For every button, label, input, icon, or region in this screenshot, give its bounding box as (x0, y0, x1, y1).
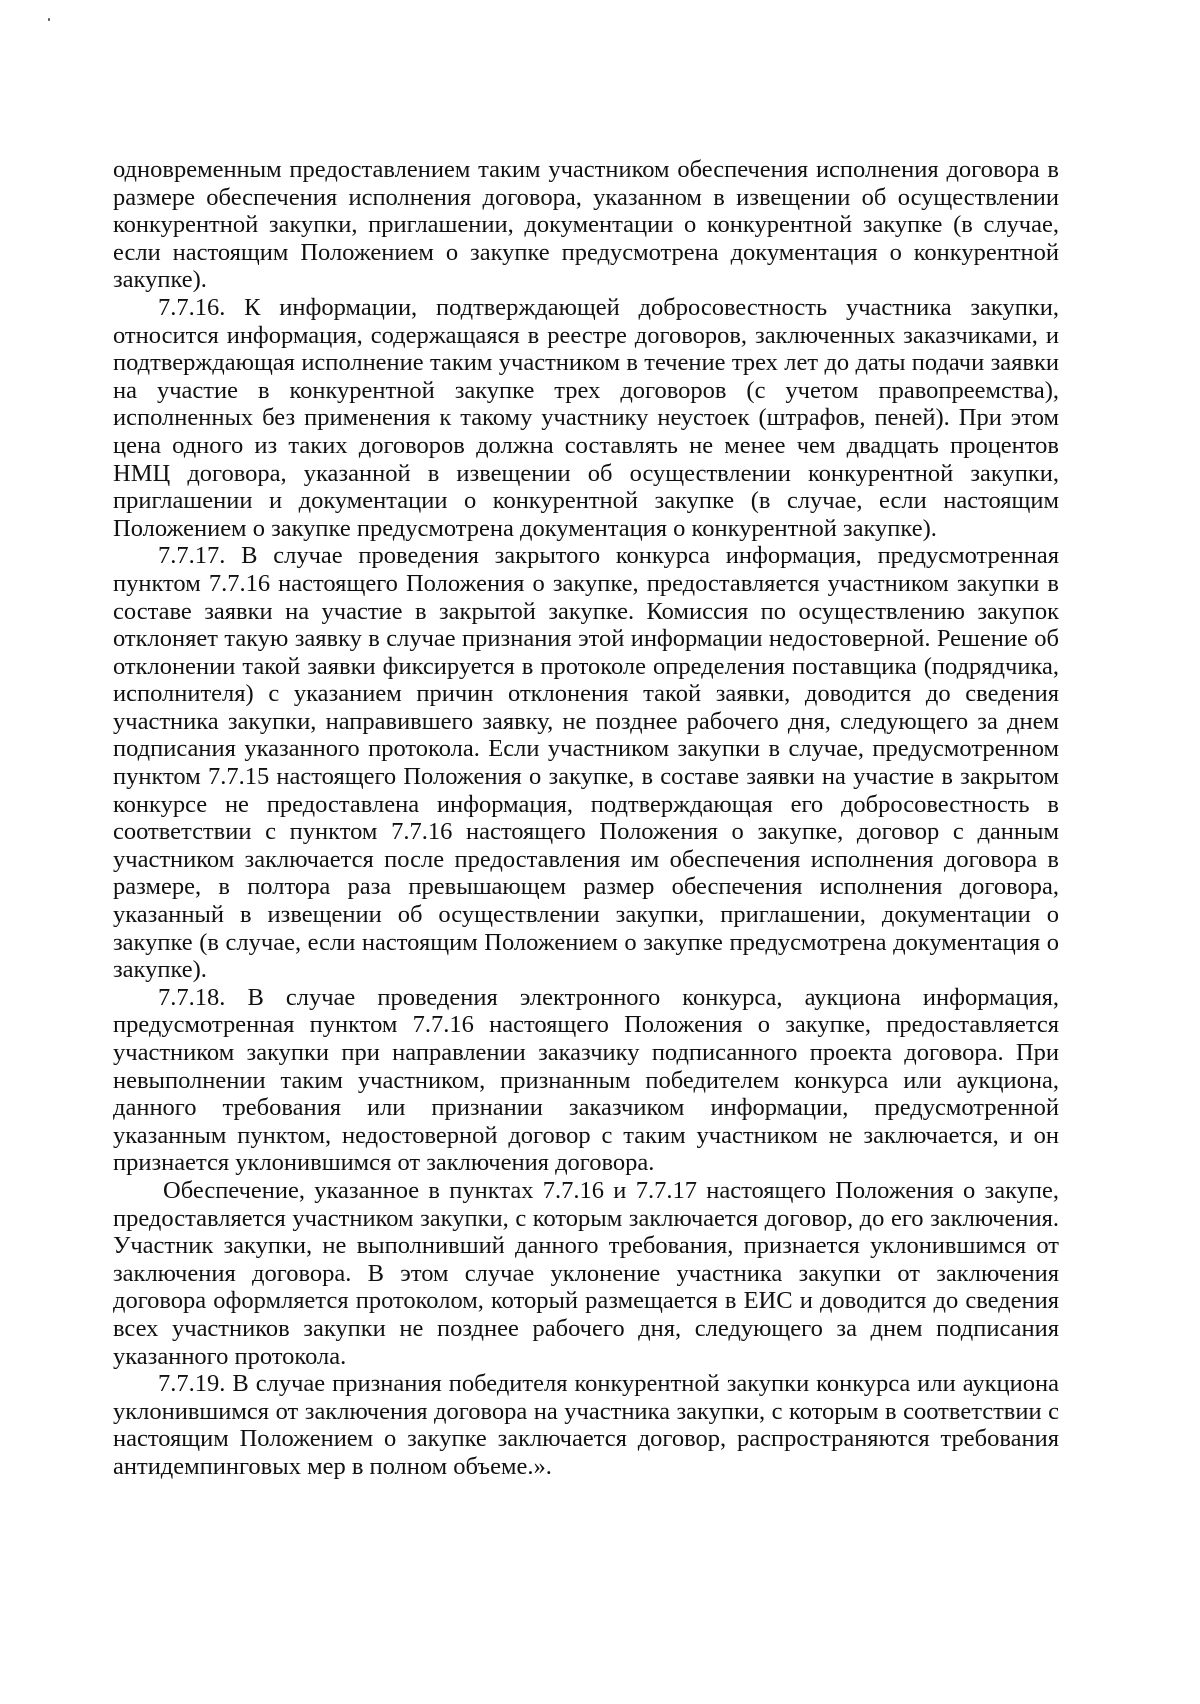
paragraph-7-7-18: 7.7.18. В случае проведения электронного конкурса, аукциона информация, предусмотренная пунктом 7.7.16 настоящего Положения о закупке, предоставляется участником закупки при направлении заказчику подписанного проекта договора. При невыполнении таким участником, признанным победителем конкурса или аукциона, данного требования или признании заказчиком информации, предусмотренной указанным пунктом, недостоверной договор с таким участником не заключается, и он признается уклонившимся от заключения договора. (113, 983, 1059, 1177)
paragraph-continuation: одновременным предоставлением таким участником обеспечения исполнения договора в размере обеспечения исполнения договора, указанном в извещении об осуществлении конкурентной закупки, приглашении, документации о конкурентной закупке (в случае, если настоящим Положением о закупке предусмотрена документация о конкурентной закупке). (113, 156, 1059, 294)
document-body (113, 156, 1059, 1481)
scan-speck (48, 18, 50, 21)
paragraph-7-7-17: 7.7.17. В случае проведения закрытого конкурса информация, предусмотренная пунктом 7.7.16 настоящего Положения о закупке, предоставляется участником закупки в составе заявки на участие в закрытой закупке. Комиссия по осуществлению закупок отклоняет такую заявку в случае признания этой информации недостоверной. Решение об отклонении такой заявки фиксируется в протоколе определения поставщика (подрядчика, исполнителя) с указанием причин отклонения такой заявки, доводится до сведения участника закупки, направившего заявку, не позднее рабочего дня, следующего за днем подписания указанного протокола. Если участником закупки в случае, предусмотренном пунктом 7.7.15 настоящего Положения о закупке, в составе заявки на участие в закрытом конкурсе не предоставлена информация, подтверждающая его добросовестность в соответствии с пунктом 7.7.16 настоящего Положения о закупке, договор с данным участником заключается после предоставления им обеспечения исполнения договора в размере, в полтора раза превышающем размер обеспечения исполнения договора, указанный в извещении об осуществлении закупки, приглашении, документации о закупке (в случае, если настоящим Положением о закупке предусмотрена документация о закупке). (113, 542, 1059, 984)
paragraph-security-provision: Обеспечение, указанное в пунктах 7.7.16 и 7.7.17 настоящего Положения о закупе, предоставляется участником закупки, с которым заключается договор, до его заключения. Участник закупки, не выполнивший данного требования, признается уклонившимся от заключения договора. В этом случае уклонение участника закупки от заключения договора оформляется протоколом, который размещается в ЕИС и доводится до сведения всех участников закупки не позднее рабочего дня, следующего за днем подписания указанного протокола. (113, 1176, 1059, 1370)
paragraph-7-7-16: 7.7.16. К информации, подтверждающей добросовестность участника закупки, относится информация, содержащаяся в реестре договоров, заключенных заказчиками, и подтверждающая исполнение таким участником в течение трех лет до даты подачи заявки на участие в конкурентной закупке трех договоров (с учетом правопреемства), исполненных без применения к такому участнику неустоек (штрафов, пеней). При этом цена одного из таких договоров должна составлять не менее чем двадцать процентов НМЦ договора, указанной в извещении об осуществлении конкурентной закупки, приглашении и документации о конкурентной закупке (в случае, если настоящим Положением о закупке предусмотрена документация о конкурентной закупке). (113, 293, 1059, 542)
paragraph-7-7-19: 7.7.19. В случае признания победителя конкурентной закупки конкурса или аукциона уклонившимся от заключения договора на участника закупки, с которым в соответствии с настоящим Положением о закупке заключается договор, распространяются требования антидемпинговых мер в полном объеме.». (113, 1370, 1059, 1480)
